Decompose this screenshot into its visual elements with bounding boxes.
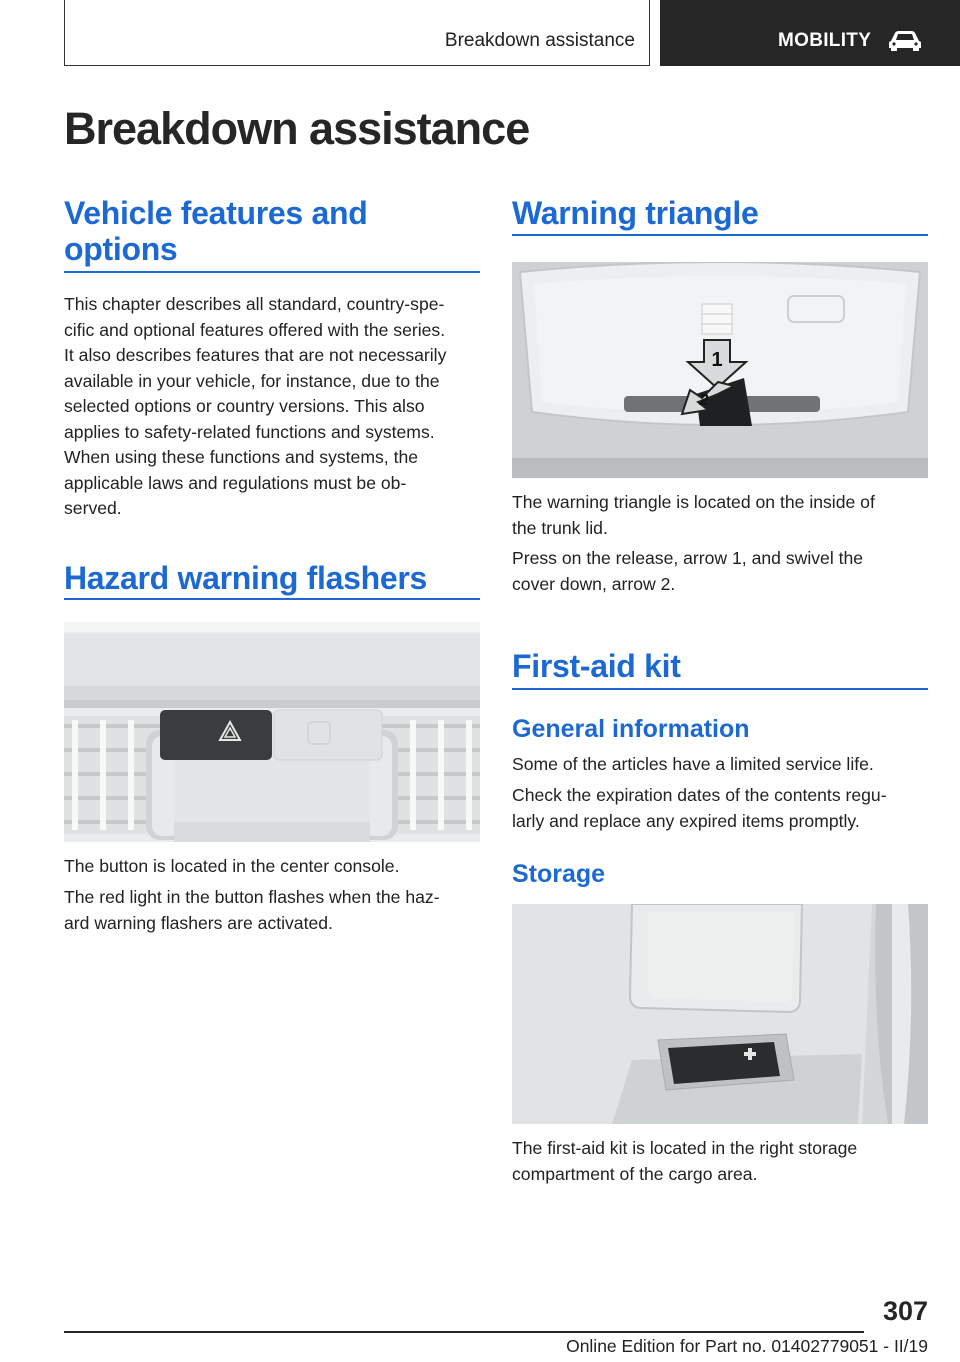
footer-edition: Online Edition for Part no. 01402779051 - II/19	[566, 1336, 928, 1356]
vehicle-features-paragraph: This chapter describes all standard, country-spe- cific and optional features offered with the series. It also describes features that are not necessarily available in your vehicle, for instance, due to the selected options or country versions. This also applies to safety-related functions and systems. When using these functions and systems, the applicable laws and regulations must be ob- served.	[64, 294, 447, 518]
first-aid-expiration-text: Check the expiration dates of the contents regu- larly and replace any expired items promptly.	[512, 785, 887, 831]
heading-rule	[64, 598, 480, 600]
hazard-light-text: The red light in the button flashes when the haz- ard warning flashers are activated.	[64, 887, 440, 933]
warning-triangle-figure	[512, 262, 928, 478]
first-aid-storage-text: The first-aid kit is located in the right storage compartment of the cargo area.	[512, 1138, 858, 1184]
hazard-button-figure	[64, 622, 480, 842]
arrow-2-label: 2	[699, 392, 709, 409]
page-title: Breakdown assistance	[64, 103, 530, 154]
warning-triangle-location-text: The warning triangle is located on the inside of the trunk lid.	[512, 492, 875, 538]
heading-warning-triangle: Warning triangle	[512, 195, 759, 231]
heading-storage: Storage	[512, 860, 606, 888]
heading-first-aid-kit: First-aid kit	[512, 648, 681, 684]
header-section-title: Breakdown assistance	[444, 30, 635, 51]
heading-vehicle-features: Vehicle features and options	[64, 195, 368, 267]
heading-hazard-warning: Hazard warning flashers	[64, 560, 427, 596]
heading-rule	[64, 271, 480, 273]
arrow-1-label: 1	[711, 349, 723, 371]
first-aid-storage-figure	[512, 904, 928, 1124]
header-section-tab	[64, 0, 650, 66]
footer-rule	[64, 1331, 864, 1333]
heading-general-information: General information	[512, 715, 750, 743]
car-icon	[888, 29, 922, 51]
first-aid-service-life-text: Some of the articles have a limited service life.	[512, 754, 874, 774]
page-number: 307	[882, 1296, 928, 1326]
header-chapter-title: MOBILITY	[778, 30, 872, 51]
warning-triangle-release-text: Press on the release, arrow 1, and swivel the cover down, arrow 2.	[512, 548, 864, 594]
heading-rule	[512, 234, 928, 236]
header-chapter-tab	[660, 0, 960, 66]
heading-rule	[512, 688, 928, 690]
hazard-location-text: The button is located in the center console.	[64, 856, 400, 876]
